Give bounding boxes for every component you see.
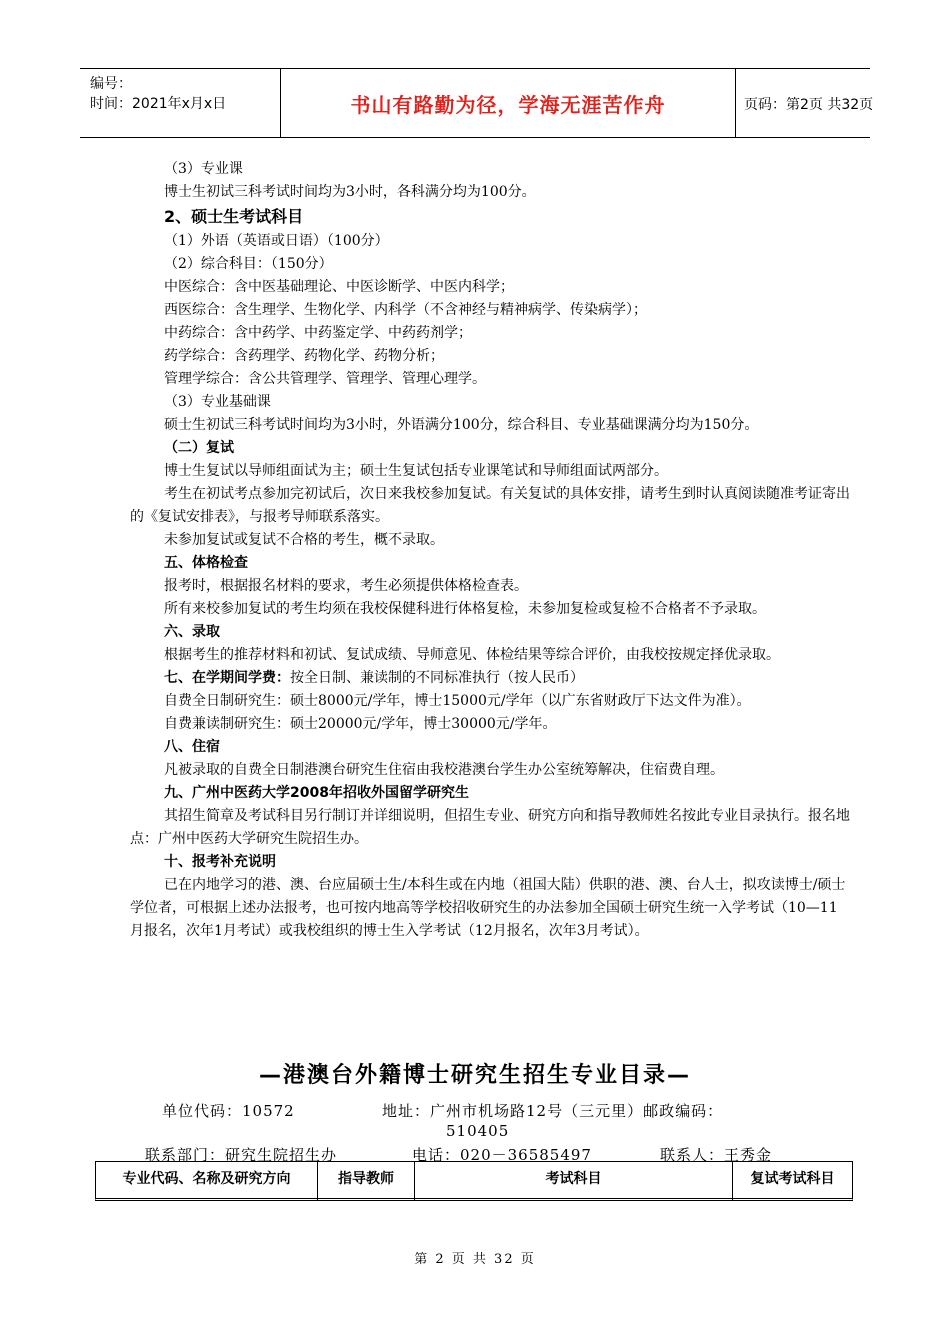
- paragraph: 报考时，根据报名材料的要求，考生必须提供体格检查表。: [164, 578, 528, 594]
- phone: 电话：020－36585497: [412, 1146, 592, 1164]
- paragraph: 西医综合：含生理学、生物化学、内科学（不含神经与精神病学、传染病学）；: [164, 302, 647, 318]
- paragraph: 自费兼读制研究生：硕士20000元/学年，博士30000元/学年。: [164, 716, 557, 732]
- paragraph: 硕士生初试三科考试时间均为3小时，外语满分100分，综合科目、专业基础课满分均为150分。: [164, 417, 759, 433]
- paragraph-text: 按全日制、兼读制的不同标准执行（按人民币）: [290, 670, 584, 686]
- table-header-cell: 复试考试科目: [750, 1171, 835, 1187]
- table-header-cell: 指导教师: [318, 1162, 415, 1200]
- section-heading: 八、住宿: [164, 739, 220, 755]
- section-heading: 六、录取: [164, 624, 220, 640]
- motto: 书山有路勤为径，学海无涯苦作舟: [350, 93, 666, 117]
- paragraph: 自费全日制研究生：硕士8000元/学年，博士15000元/学年（以广东省财政厅下达文件为准）。: [164, 693, 751, 709]
- section-heading: （二）复试: [164, 440, 234, 456]
- header-motto-cell: [281, 69, 736, 137]
- paragraph: 中医综合：含中医基础理论、中医诊断学、中医内科学；: [164, 279, 514, 295]
- paragraph: 其招生简章及考试科目另行制订并详细说明，但招生专业、研究方向和指导教师姓名按此专业目录执行。报名地点：广州中医药大学研究生院招生办。: [130, 808, 850, 847]
- page-number-label: 页码：第2页 共32页: [744, 97, 874, 113]
- paragraph: （3）专业课: [164, 161, 243, 177]
- paragraph: 管理学综合：含公共管理学、管理学、管理心理学。: [164, 371, 486, 387]
- catalog-title: —港澳台外籍博士研究生招生专业目录—: [258, 1063, 691, 1088]
- paragraph: 根据考生的推荐材料和初试、复试成绩、导师意见、体检结果等综合评价，由我校按规定择优录取。: [164, 647, 780, 663]
- section-heading-inline: 七、在学期间学费：: [164, 670, 290, 686]
- paragraph: 考生在初试考点参加完初试后，次日来我校参加复试。有关复试的具体安排，请考生到时认真阅读随准考证寄出的《复试安排表》，与报考导师联系落实。: [130, 486, 850, 525]
- paragraph: 所有来校参加复试的考生均须在我校保健科进行体格复检，未参加复检或复检不合格者不予录取。: [164, 601, 766, 617]
- contact-person: 联系人：王秀金: [660, 1146, 773, 1164]
- doc-time-label: 时间：2021年x月x日: [90, 96, 227, 112]
- paragraph: （1）外语（英语或日语）（100分）: [164, 233, 389, 249]
- section-heading: 2、硕士生考试科目: [164, 207, 304, 226]
- paragraph: 药学综合：含药理学、药物化学、药物分析；: [164, 348, 444, 364]
- paragraph: 博士生初试三科考试时间均为3小时，各科满分均为100分。: [164, 184, 536, 200]
- contact-department: 联系部门：研究生院招生办: [145, 1146, 338, 1164]
- address: 地址：广州市机场路12号（三元里）邮政编码：: [382, 1102, 724, 1120]
- paragraph: 未参加复试或复试不合格的考生，概不录取。: [164, 532, 444, 548]
- header-page-cell: [736, 69, 874, 137]
- paragraph: 已在内地学习的港、澳、台应届硕士生/本科生或在内地（祖国大陆）供职的港、澳、台人士，拟攻读博士/硕士学位者，可根据上述办法报考，也可按内地高等学校招收研究生的办法参加全国硕士研究生统一入学考试（10—11月报名，次年1月考试）或我校组织的博士生入学考试（12月报名，次年3月考试）。: [130, 877, 846, 939]
- paragraph: （3）专业基础课: [164, 394, 271, 410]
- document-body: [130, 158, 850, 943]
- table-header-cell: 考试科目: [415, 1162, 733, 1200]
- paragraph: 凡被录取的自费全日制港澳台研究生住宿由我校港澳台学生办公室统筹解决，住宿费自理。: [164, 762, 724, 778]
- paragraph: 博士生复试以导师组面试为主；硕士生复试包括专业课笔试和导师组面试两部分。: [164, 463, 668, 479]
- paragraph: 中药综合：含中药学、中药鉴定学、中药药剂学；: [164, 325, 472, 341]
- table-header-cell: 专业代码、名称及研究方向: [96, 1162, 318, 1200]
- paragraph: （2）综合科目：（150分）: [164, 256, 333, 272]
- section-heading: 九、广州中医药大学2008年招收外国留学研究生: [164, 785, 469, 801]
- header-meta-cell: [80, 69, 281, 137]
- page-footer: 第 2 页 共 32 页: [414, 1252, 536, 1267]
- paragraph: [130, 667, 850, 690]
- postcode: 510405: [446, 1122, 510, 1140]
- catalog-table-header: [95, 1161, 853, 1201]
- unit-code: 单位代码：10572: [162, 1102, 295, 1120]
- doc-number-label: 编号：: [90, 76, 132, 92]
- section-heading: 五、体格检查: [164, 555, 248, 571]
- page-header: [80, 68, 874, 138]
- section-heading: 十、报考补充说明: [164, 854, 276, 870]
